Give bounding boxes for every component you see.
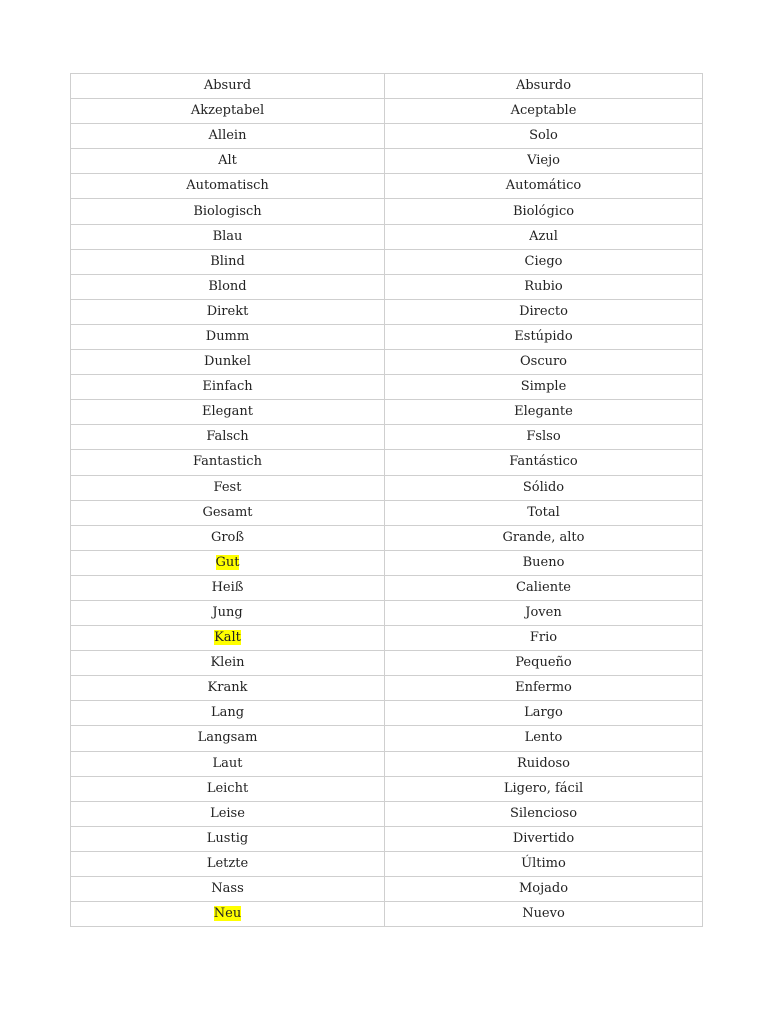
spanish-word-cell [385,626,703,651]
spanish-word-cell [385,324,703,349]
spanish-word-cell [385,575,703,600]
spanish-word-cell [385,425,703,450]
spanish-word-cell [385,274,703,299]
table-row [71,249,703,274]
table-row [71,826,703,851]
spanish-word: Pequeño [515,655,572,671]
spanish-word: Aceptable [510,103,577,119]
german-word-cell [71,425,385,450]
table-row [71,776,703,801]
vocabulary-table-body [71,74,703,927]
spanish-word-cell [385,99,703,124]
spanish-word: Fantástico [509,454,578,470]
spanish-word-cell [385,375,703,400]
german-word-cell [71,149,385,174]
german-word: Groß [210,529,245,545]
spanish-word-cell [385,450,703,475]
vocabulary-table [70,73,703,927]
spanish-word-cell [385,74,703,99]
table-row [71,550,703,575]
spanish-word: Mojado [518,881,569,897]
table-row [71,726,703,751]
german-word: Kalt [214,630,241,646]
spanish-word: Joven [525,605,562,621]
table-row [71,575,703,600]
german-word: Alt [218,153,237,169]
german-word-cell [71,350,385,375]
german-word: Lang [210,705,245,721]
table-row [71,626,703,651]
spanish-word-cell [385,199,703,224]
german-word: Direkt [206,303,249,319]
spanish-word-cell [385,149,703,174]
spanish-word-cell [385,400,703,425]
german-word: Leicht [206,780,249,796]
german-word: Leise [210,805,245,821]
spanish-word: Bueno [522,554,565,570]
german-word-cell [71,224,385,249]
table-row [71,375,703,400]
german-word: Fest [213,479,242,495]
spanish-word: Automático [505,178,582,194]
german-word: Laut [212,755,243,771]
spanish-word-cell [385,776,703,801]
table-row [71,149,703,174]
spanish-word-cell [385,676,703,701]
spanish-word: Absurdo [515,78,572,94]
table-row [71,274,703,299]
german-word: Dunkel [204,354,251,370]
spanish-word-cell [385,124,703,149]
german-word-cell [71,550,385,575]
german-word-cell [71,174,385,199]
spanish-word-cell [385,902,703,927]
german-word: Gut [215,554,240,570]
table-row [71,500,703,525]
table-row [71,425,703,450]
german-word-cell [71,124,385,149]
german-word-cell [71,877,385,902]
german-word-cell [71,500,385,525]
spanish-word: Frio [529,630,558,646]
german-word: Akzeptabel [190,103,265,119]
german-word: Absurd [203,78,252,94]
table-row [71,701,703,726]
spanish-word: Simple [520,379,567,395]
table-row [71,902,703,927]
spanish-word-cell [385,801,703,826]
spanish-word-cell [385,600,703,625]
spanish-word-cell [385,475,703,500]
german-word: Fantastich [193,454,262,470]
spanish-word-cell [385,525,703,550]
german-word-cell [71,199,385,224]
spanish-word-cell [385,701,703,726]
spanish-word-cell [385,299,703,324]
spanish-word: Nuevo [522,906,565,922]
german-word: Langsam [197,730,258,746]
german-word-cell [71,826,385,851]
spanish-word: Biológico [512,203,575,219]
german-word-cell [71,651,385,676]
spanish-word: Ligero, fácil [503,780,584,796]
spanish-word: Solo [529,128,558,144]
german-word: Einfach [202,379,253,395]
german-word: Klein [210,655,245,671]
german-word: Elegant [201,404,253,420]
german-word: Heiß [211,579,244,595]
table-row [71,877,703,902]
spanish-word-cell [385,751,703,776]
spanish-word-cell [385,726,703,751]
table-row [71,651,703,676]
german-word: Allein [208,128,247,144]
german-word-cell [71,701,385,726]
german-word: Blau [212,228,243,244]
spanish-word-cell [385,224,703,249]
spanish-word: Caliente [516,579,571,595]
german-word: Dumm [205,328,250,344]
spanish-word: Lento [524,730,563,746]
table-row [71,450,703,475]
german-word: Jung [212,605,243,621]
table-row [71,324,703,349]
spanish-word-cell [385,350,703,375]
spanish-word: Sólido [522,479,565,495]
table-row [71,676,703,701]
spanish-word: Ciego [524,253,563,269]
table-row [71,99,703,124]
german-word: Krank [207,680,248,696]
spanish-word: Fslso [526,429,561,445]
german-word-cell [71,676,385,701]
german-word-cell [71,851,385,876]
spanish-word: Enfermo [515,680,572,696]
spanish-word-cell [385,500,703,525]
spanish-word: Elegante [514,404,573,420]
spanish-word-cell [385,174,703,199]
table-row [71,801,703,826]
table-row [71,174,703,199]
german-word: Automatisch [186,178,269,194]
german-word-cell [71,99,385,124]
table-row [71,299,703,324]
spanish-word: Rubio [524,278,563,294]
german-word-cell [71,400,385,425]
table-row [71,400,703,425]
german-word-cell [71,726,385,751]
spanish-word-cell [385,550,703,575]
table-row [71,851,703,876]
german-word-cell [71,902,385,927]
german-word: Neu [213,906,242,922]
german-word-cell [71,274,385,299]
spanish-word: Azul [529,228,558,244]
table-row [71,350,703,375]
german-word-cell [71,600,385,625]
table-row [71,199,703,224]
german-word-cell [71,801,385,826]
german-word-cell [71,776,385,801]
german-word: Lustig [206,830,249,846]
german-word-cell [71,450,385,475]
german-word: Nass [211,881,244,897]
german-word-cell [71,74,385,99]
table-row [71,124,703,149]
spanish-word: Directo [519,303,568,319]
table-row [71,74,703,99]
german-word-cell [71,626,385,651]
spanish-word-cell [385,826,703,851]
german-word-cell [71,249,385,274]
german-word-cell [71,324,385,349]
table-row [71,525,703,550]
spanish-word: Total [527,504,560,520]
german-word-cell [71,475,385,500]
spanish-word: Ruidoso [517,755,570,771]
spanish-word-cell [385,249,703,274]
spanish-word: Grande, alto [502,529,585,545]
spanish-word-cell [385,877,703,902]
german-word-cell [71,525,385,550]
spanish-word-cell [385,651,703,676]
spanish-word: Divertido [512,830,575,846]
table-row [71,224,703,249]
table-row [71,751,703,776]
german-word: Biologisch [193,203,262,219]
german-word-cell [71,299,385,324]
table-row [71,475,703,500]
german-word: Gesamt [202,504,253,520]
german-word: Blind [210,253,245,269]
spanish-word: Oscuro [519,354,568,370]
spanish-word: Último [521,855,566,871]
spanish-word: Largo [524,705,563,721]
spanish-word: Viejo [527,153,560,169]
spanish-word-cell [385,851,703,876]
german-word: Blond [208,278,247,294]
german-word-cell [71,575,385,600]
spanish-word: Silencioso [509,805,578,821]
german-word-cell [71,751,385,776]
spanish-word: Estúpido [514,328,573,344]
german-word-cell [71,375,385,400]
german-word: Letzte [206,855,249,871]
german-word: Falsch [206,429,249,445]
table-row [71,600,703,625]
